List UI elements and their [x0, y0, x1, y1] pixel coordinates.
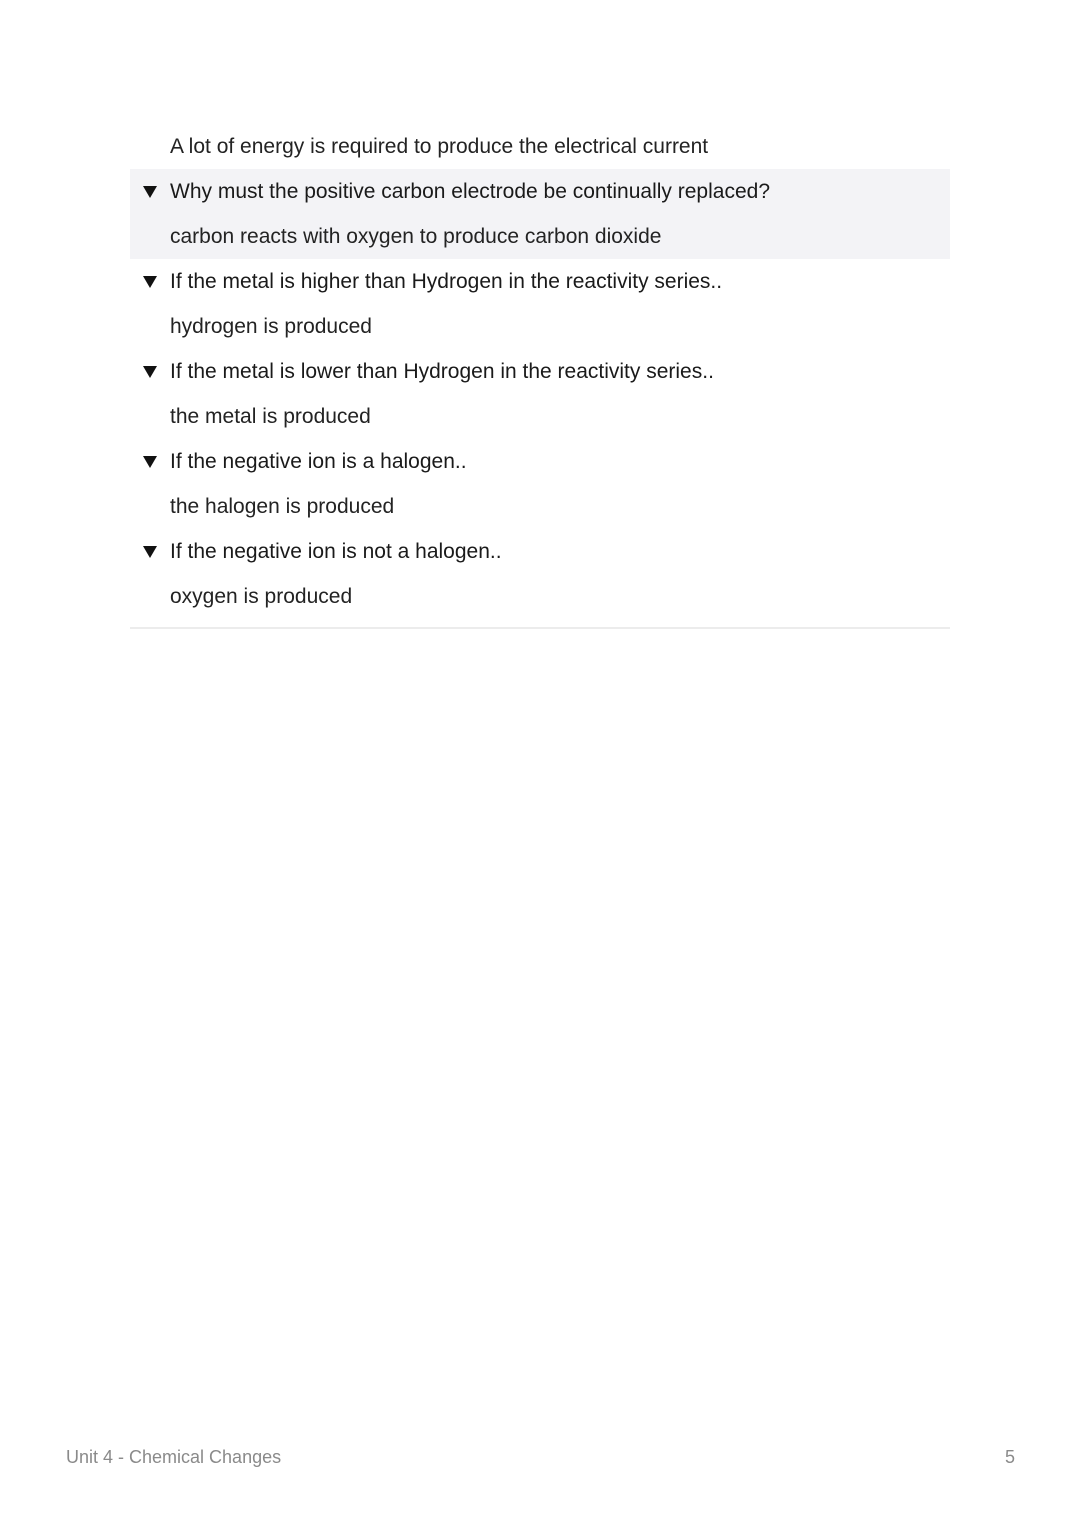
triangle-down-icon[interactable]: [130, 546, 170, 558]
toggle-block-halogen: [130, 439, 950, 529]
section-divider: [130, 627, 950, 629]
toggle-question-label: If the metal is higher than Hydrogen in the reactivity series..: [170, 270, 723, 293]
toggle-question-metal-higher[interactable]: [130, 259, 950, 304]
toggle-answer-text: oxygen is produced: [170, 585, 353, 608]
toggle-answer-text: the metal is produced: [170, 405, 371, 428]
triangle-down-icon[interactable]: [130, 276, 170, 288]
toggle-question-label: If the metal is lower than Hydrogen in the reactivity series..: [170, 360, 714, 383]
triangle-down-icon[interactable]: [130, 456, 170, 468]
toggle-question-label: If the negative ion is a halogen..: [170, 450, 467, 473]
toggle-question-halogen[interactable]: [130, 439, 950, 484]
toggle-question-label: If the negative ion is not a halogen..: [170, 540, 502, 563]
toggle-answer-text: hydrogen is produced: [170, 315, 372, 338]
triangle-down-icon[interactable]: [130, 186, 170, 198]
notes-content: [130, 124, 950, 629]
toggle-question-metal-lower[interactable]: [130, 349, 950, 394]
footer-document-title: Unit 4 - Chemical Changes: [66, 1447, 282, 1467]
toggle-block-metal-higher: [130, 259, 950, 349]
intro-answer-text: A lot of energy is required to produce the electrical current: [170, 135, 709, 158]
toggle-block-metal-lower: [130, 349, 950, 439]
toggle-answer-text: carbon reacts with oxygen to produce carbon dioxide: [170, 225, 662, 248]
toggle-question-carbon-electrode[interactable]: [130, 169, 950, 214]
toggle-answer-text: the halogen is produced: [170, 495, 395, 518]
toggle-question-label: Why must the positive carbon electrode be continually replaced?: [170, 180, 770, 203]
triangle-down-icon[interactable]: [130, 366, 170, 378]
toggle-block-carbon-electrode: [130, 169, 950, 259]
toggle-block-not-halogen: [130, 529, 950, 619]
toggle-question-not-halogen[interactable]: [130, 529, 950, 574]
footer-page-number: 5: [1004, 1447, 1015, 1467]
